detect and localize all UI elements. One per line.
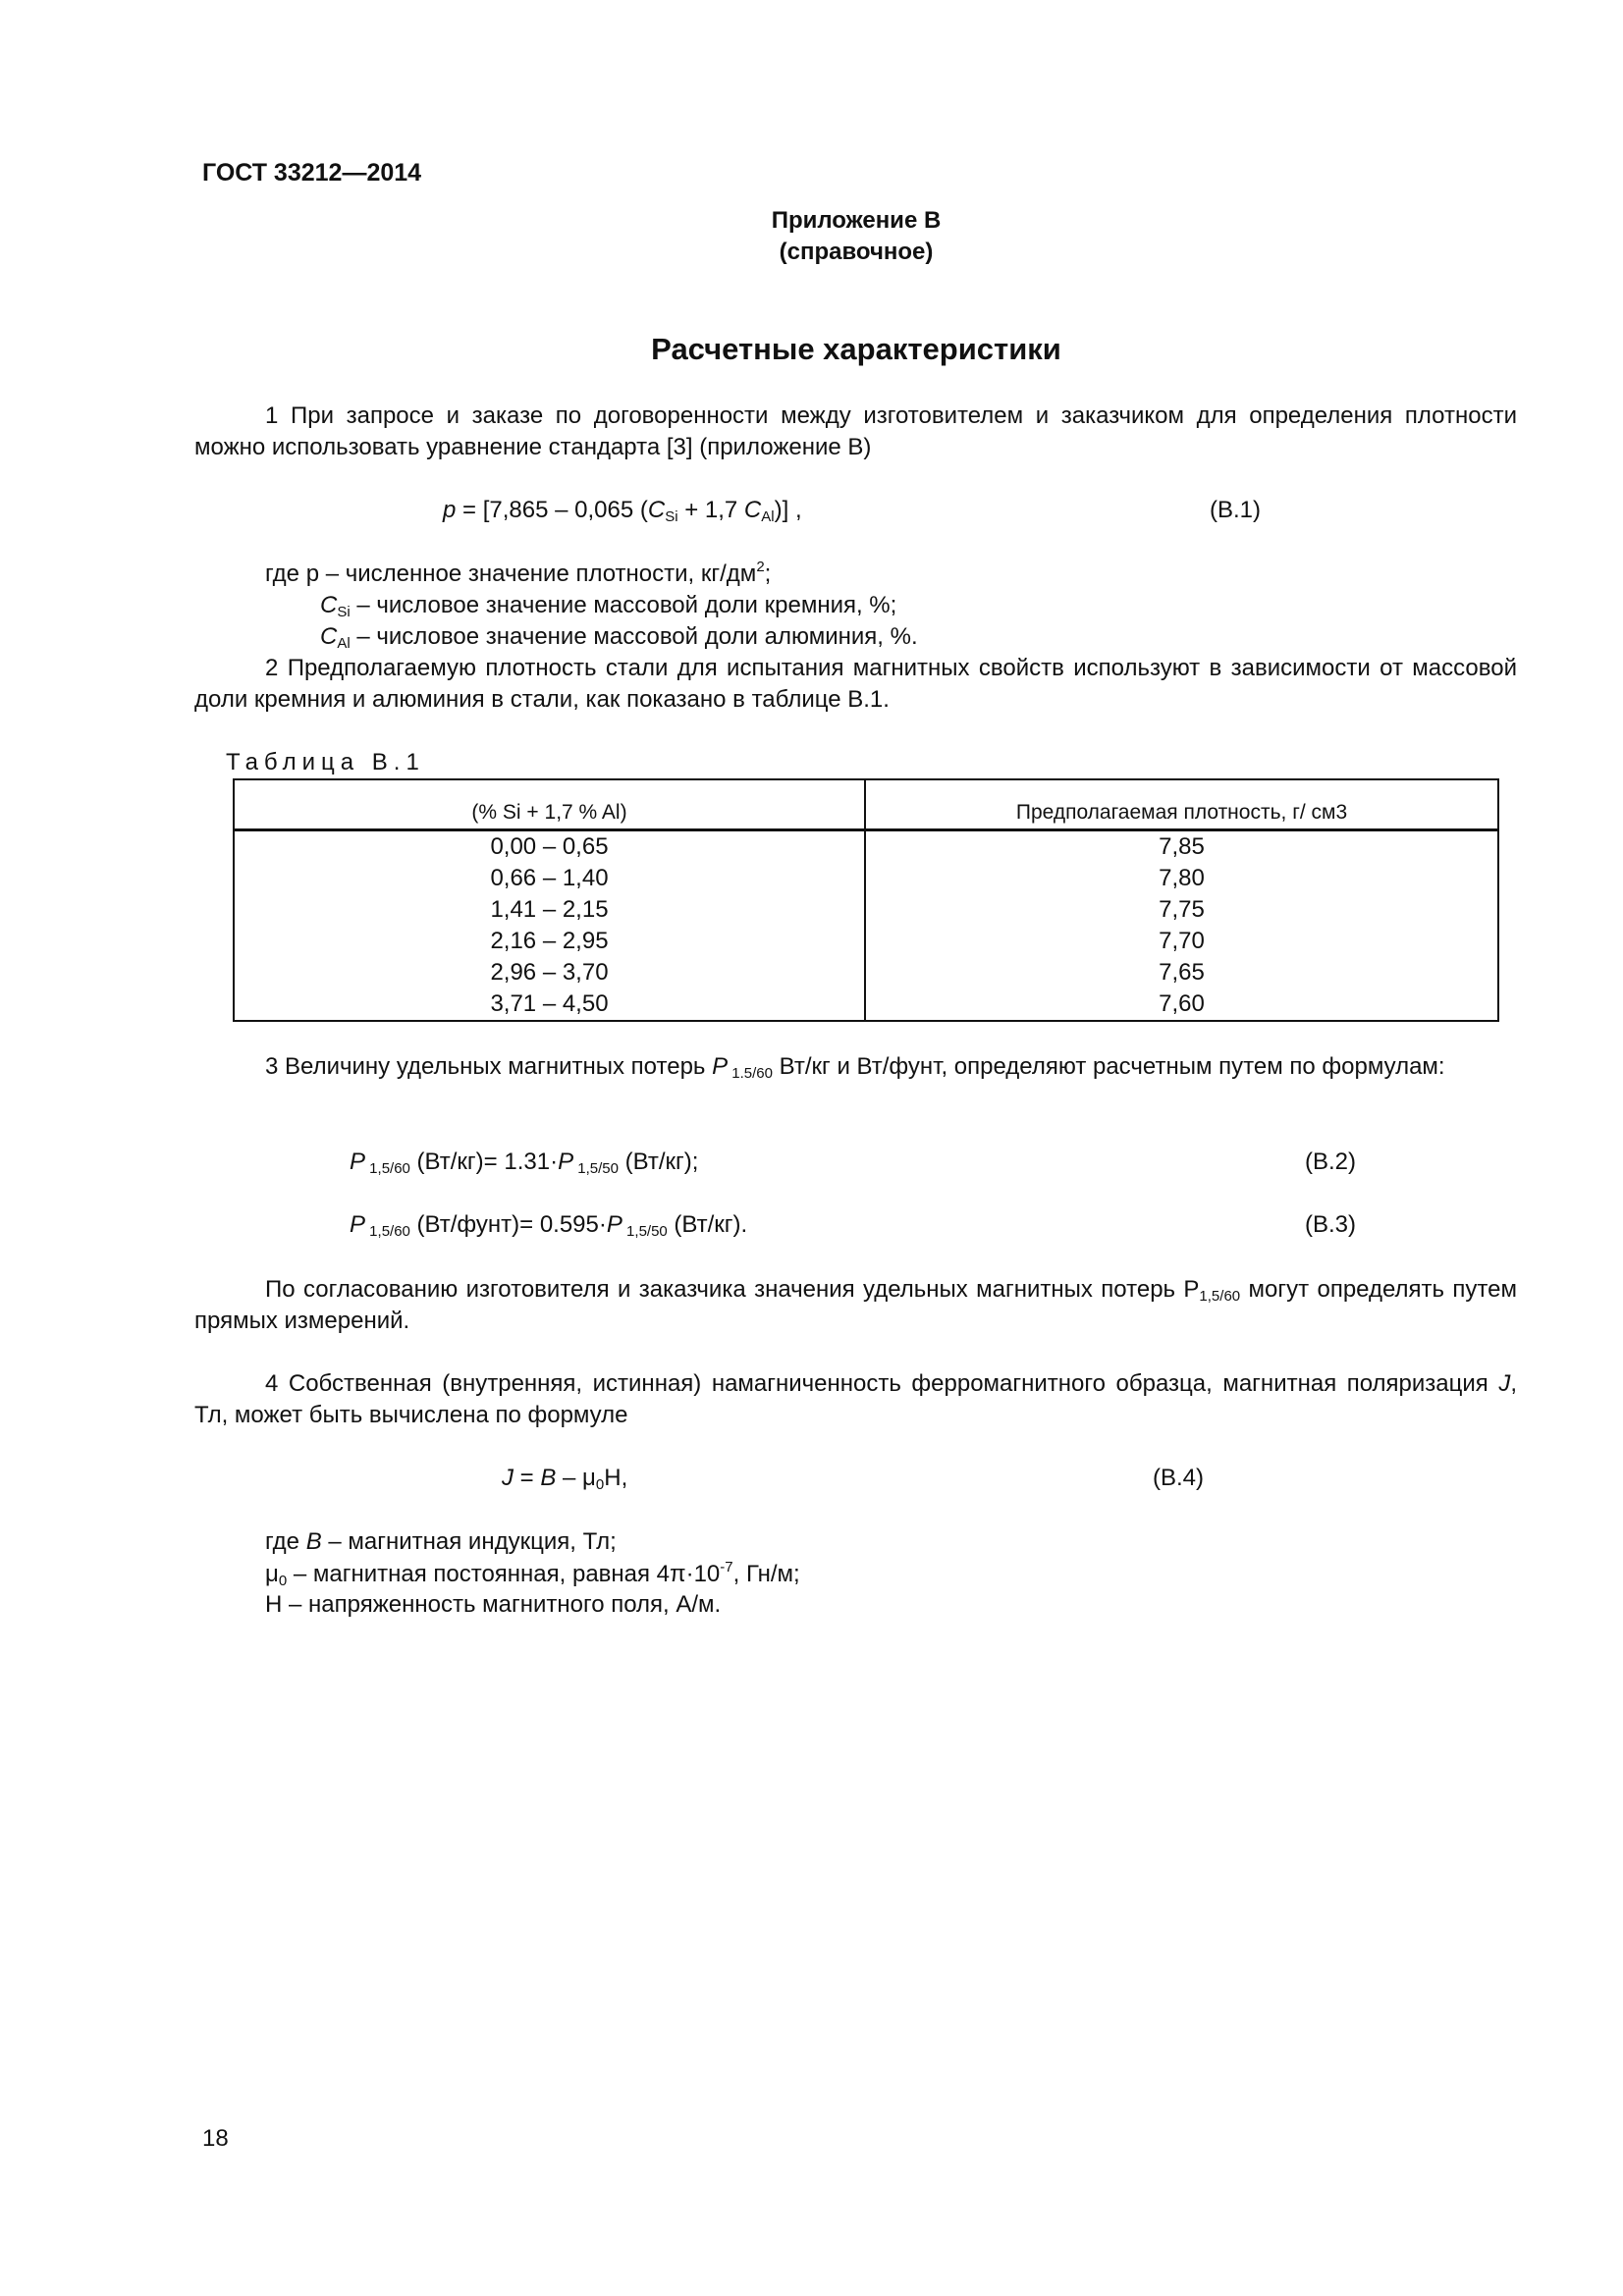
formula-b1-number: (В.1): [1210, 497, 1262, 523]
where-text: , Гн/м;: [732, 1561, 800, 1587]
table-cell: 0,66 – 1,40: [234, 863, 865, 894]
table-row: [234, 926, 1498, 957]
formula-symbol: P: [606, 1211, 622, 1238]
table-row: [234, 863, 1498, 894]
paragraph-4: [194, 1368, 1517, 1431]
formula-symbol: C: [647, 497, 666, 523]
paragraph-1-text: 1 При запросе и заказе по договоренности между изготовителем и заказчиком для определения плотности можно использовать уравнение стандарта [3] (приложение В): [194, 402, 1517, 460]
formula-subscript: 0: [595, 1476, 605, 1493]
formula-subscript: Si: [665, 508, 678, 525]
table-cell: 7,65: [865, 957, 1498, 988]
formula-b4: [502, 1463, 627, 1494]
formula-subscript: 1,5/60: [365, 1223, 410, 1240]
where-line-si: [320, 590, 896, 621]
table-cell: 7,75: [865, 894, 1498, 926]
table-row: [234, 830, 1498, 864]
table-cell: 7,80: [865, 863, 1498, 894]
table-cell: 0,00 – 0,65: [234, 830, 865, 864]
table-caption: Таблица В.1: [226, 749, 425, 775]
table-header-cell: (% Si + 1,7 % Al): [234, 779, 865, 830]
where-text: – магнитная индукция, Тл;: [321, 1528, 617, 1555]
table-header-cell: Предполагаемая плотность, г/ см3: [865, 779, 1498, 830]
table-cell: 7,85: [865, 830, 1498, 864]
formula-subscript: 1.5/60: [728, 1065, 773, 1082]
table-cell: 1,41 – 2,15: [234, 894, 865, 926]
where-text: – числовое значение массовой доли кремния, %;: [350, 592, 897, 618]
formula-symbol: C: [320, 592, 338, 618]
formula-symbol: P: [712, 1053, 729, 1080]
table-header-row: [234, 779, 1498, 830]
formula-symbol: J: [1498, 1370, 1511, 1397]
formula-b2-number: (В.2): [1305, 1148, 1357, 1175]
paragraph-text: По согласованию изготовителя и заказчика значения удельных магнитных потерь Р: [265, 1276, 1200, 1303]
document-id: ГОСТ 33212—2014: [202, 159, 422, 187]
table-row: [234, 988, 1498, 1021]
where-line-al: [320, 621, 918, 653]
formula-subscript: 1,5/50: [622, 1223, 668, 1240]
paragraph-text: могут определять путем прямых измерений.: [194, 1276, 1517, 1334]
formula-subscript: 0: [278, 1573, 288, 1589]
section-title: Расчетные характеристики: [651, 332, 1061, 366]
where-text: ;: [764, 561, 772, 587]
formula-b3: [350, 1209, 747, 1241]
where-line-induction: [265, 1526, 617, 1558]
where-text: – числовое значение массовой доли алюминия, %.: [350, 623, 918, 650]
formula-symbol: P: [558, 1148, 574, 1175]
formula-part: = [7,865 – 0,065 (: [456, 497, 648, 523]
table-row: [234, 957, 1498, 988]
formula-b2: [350, 1147, 698, 1178]
formula-subscript: Al: [761, 508, 775, 525]
paragraph-3: [194, 1051, 1517, 1083]
annex-title: Приложение В: [771, 207, 942, 234]
paragraph-2-text: 2 Предполагаемую плотность стали для испытания магнитных свойств используют в зависимости от массовой доли кремния и алюминия в стали, как показано в таблице В.1.: [194, 655, 1517, 713]
table-cell: 7,60: [865, 988, 1498, 1021]
formula-part: (Вт/кг)= 1.31·: [409, 1148, 559, 1175]
where-text: где р – численное значение плотности, кг/дм: [265, 561, 757, 587]
formula-symbol: C: [743, 497, 762, 523]
paragraph-text: Вт/кг и Вт/фунт, определяют расчетным путем по формулам:: [772, 1053, 1445, 1080]
formula-b1: [443, 495, 802, 526]
where-line-density: [265, 559, 771, 590]
where-text: – магнитная постоянная, равная 4π·10: [287, 1561, 721, 1587]
formula-b3-number: (В.3): [1305, 1211, 1357, 1238]
formula-subscript: Al: [337, 635, 351, 652]
where-line-mu0: [265, 1559, 800, 1590]
superscript: -7: [720, 1559, 733, 1575]
formula-part: (Вт/кг);: [618, 1148, 699, 1175]
formula-symbol: P: [350, 1211, 366, 1238]
formula-part: =: [514, 1465, 541, 1491]
table-cell: 2,16 – 2,95: [234, 926, 865, 957]
density-table: [233, 778, 1499, 1022]
formula-subscript: 1,5/50: [573, 1160, 619, 1177]
formula-part: (Вт/фунт)= 0.595·: [409, 1211, 607, 1238]
page-number: 18: [202, 2125, 229, 2152]
formula-part: )] ,: [774, 497, 802, 523]
formula-symbol: p: [443, 497, 457, 523]
where-text: где: [265, 1528, 306, 1555]
formula-symbol: P: [350, 1148, 366, 1175]
formula-part: + 1,7: [677, 497, 744, 523]
table-cell: 2,96 – 3,70: [234, 957, 865, 988]
paragraph-agreement: [194, 1274, 1517, 1337]
formula-symbol: μ: [265, 1561, 279, 1587]
superscript: 2: [756, 559, 765, 575]
paragraph-2: [194, 653, 1517, 716]
formula-symbol: B: [305, 1528, 322, 1555]
paragraph-text: 3 Величину удельных магнитных потерь: [265, 1053, 713, 1080]
formula-symbol: C: [320, 623, 338, 650]
annex-subtitle: (справочное): [779, 239, 934, 265]
formula-subscript: Si: [337, 604, 351, 620]
formula-subscript: 1,5/60: [365, 1160, 410, 1177]
formula-symbol: B: [540, 1465, 557, 1491]
table-cell: 3,71 – 4,50: [234, 988, 865, 1021]
paragraph-text: 4 Собственная (внутренняя, истинная) намагниченность ферромагнитного образца, магнитная поляризация: [265, 1370, 1499, 1397]
table-cell: 7,70: [865, 926, 1498, 957]
where-line-field: Н – напряженность магнитного поля, А/м.: [265, 1591, 722, 1618]
formula-symbol: J: [502, 1465, 514, 1491]
formula-b4-number: (В.4): [1153, 1465, 1205, 1491]
formula-part: H,: [604, 1465, 628, 1491]
formula-part: (Вт/кг).: [667, 1211, 748, 1238]
formula-subscript: 1,5/60: [1199, 1288, 1241, 1305]
paragraph-1: [194, 400, 1517, 463]
table-row: [234, 894, 1498, 926]
formula-part: – μ: [556, 1465, 596, 1491]
paragraph-text: , Тл, может быть вычислена по формуле: [194, 1370, 1517, 1428]
